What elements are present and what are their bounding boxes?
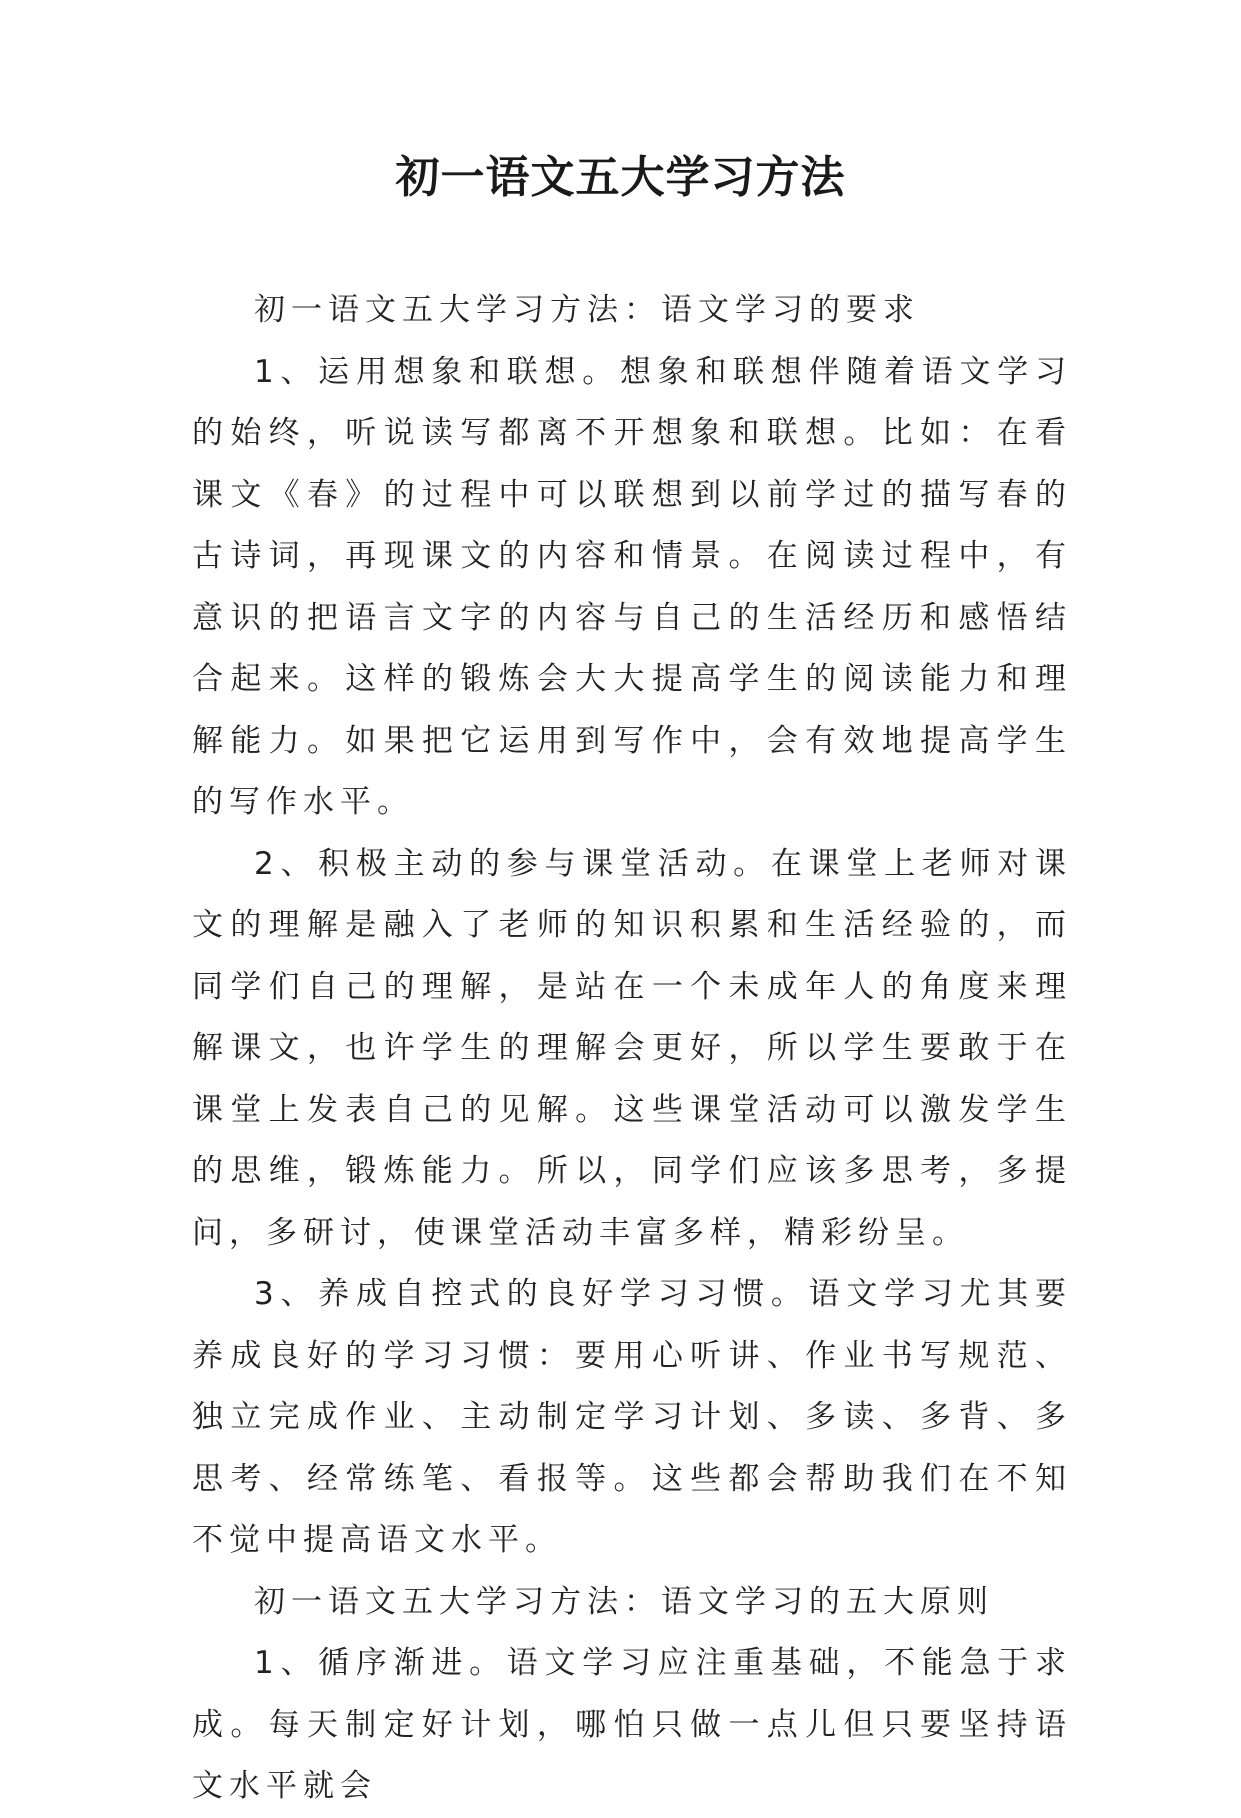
paragraph-step-by-step: 1、循序渐进。语文学习应注重基础，不能急于求成。每天制定好计划，哪怕只做一点儿但只要坚持语文水平就会 [192,1645,1072,1804]
document-body [192,280,1072,1818]
paragraph-section-heading-requirements: 初一语文五大学习方法：语文学习的要求 [254,292,920,328]
paragraph-section-heading-principles: 初一语文五大学习方法：语文学习的五大原则 [254,1583,994,1620]
paragraph-class-participation: 2、积极主动的参与课堂活动。在课堂上老师对课文的理解是融入了老师的知识积累和生活经验的，而同学们自己的理解，是站在一个未成年人的角度来理解课文，也许学生的理解会更好，所以学生要敢于在课堂上发表自己的见解。这些课堂活动可以激发学生的思维，锻炼能力。所以，同学们应该多思考，多提问，多研讨，使课堂活动丰富多样，精彩纷呈。 [192,845,1072,1251]
document-title: 初一语文五大学习方法 [395,152,846,203]
paragraph-study-habits: 3、养成自控式的良好学习习惯。语文学习尤其要养成良好的学习习惯：要用心听讲、作业书写规范、独立完成作业、主动制定学习计划、多读、多背、多思考、经常练笔、看报等。这些都会帮助我们在不知不觉中提高语文水平。 [192,1276,1072,1558]
paragraph-imagination: 1、运用想象和联想。想象和联想伴随着语文学习的始终，听说读写都离不开想象和联想。比如：在看课文《春》的过程中可以联想到以前学过的描写春的古诗词，再现课文的内容和情景。在阅读过程中，有意识的把语言文字的内容与自己的生活经历和感悟结合起来。这样的锻炼会大大提高学生的阅读能力和理解能力。如果把它运用到写作中，会有效地提高学生的写作水平。 [192,353,1072,820]
